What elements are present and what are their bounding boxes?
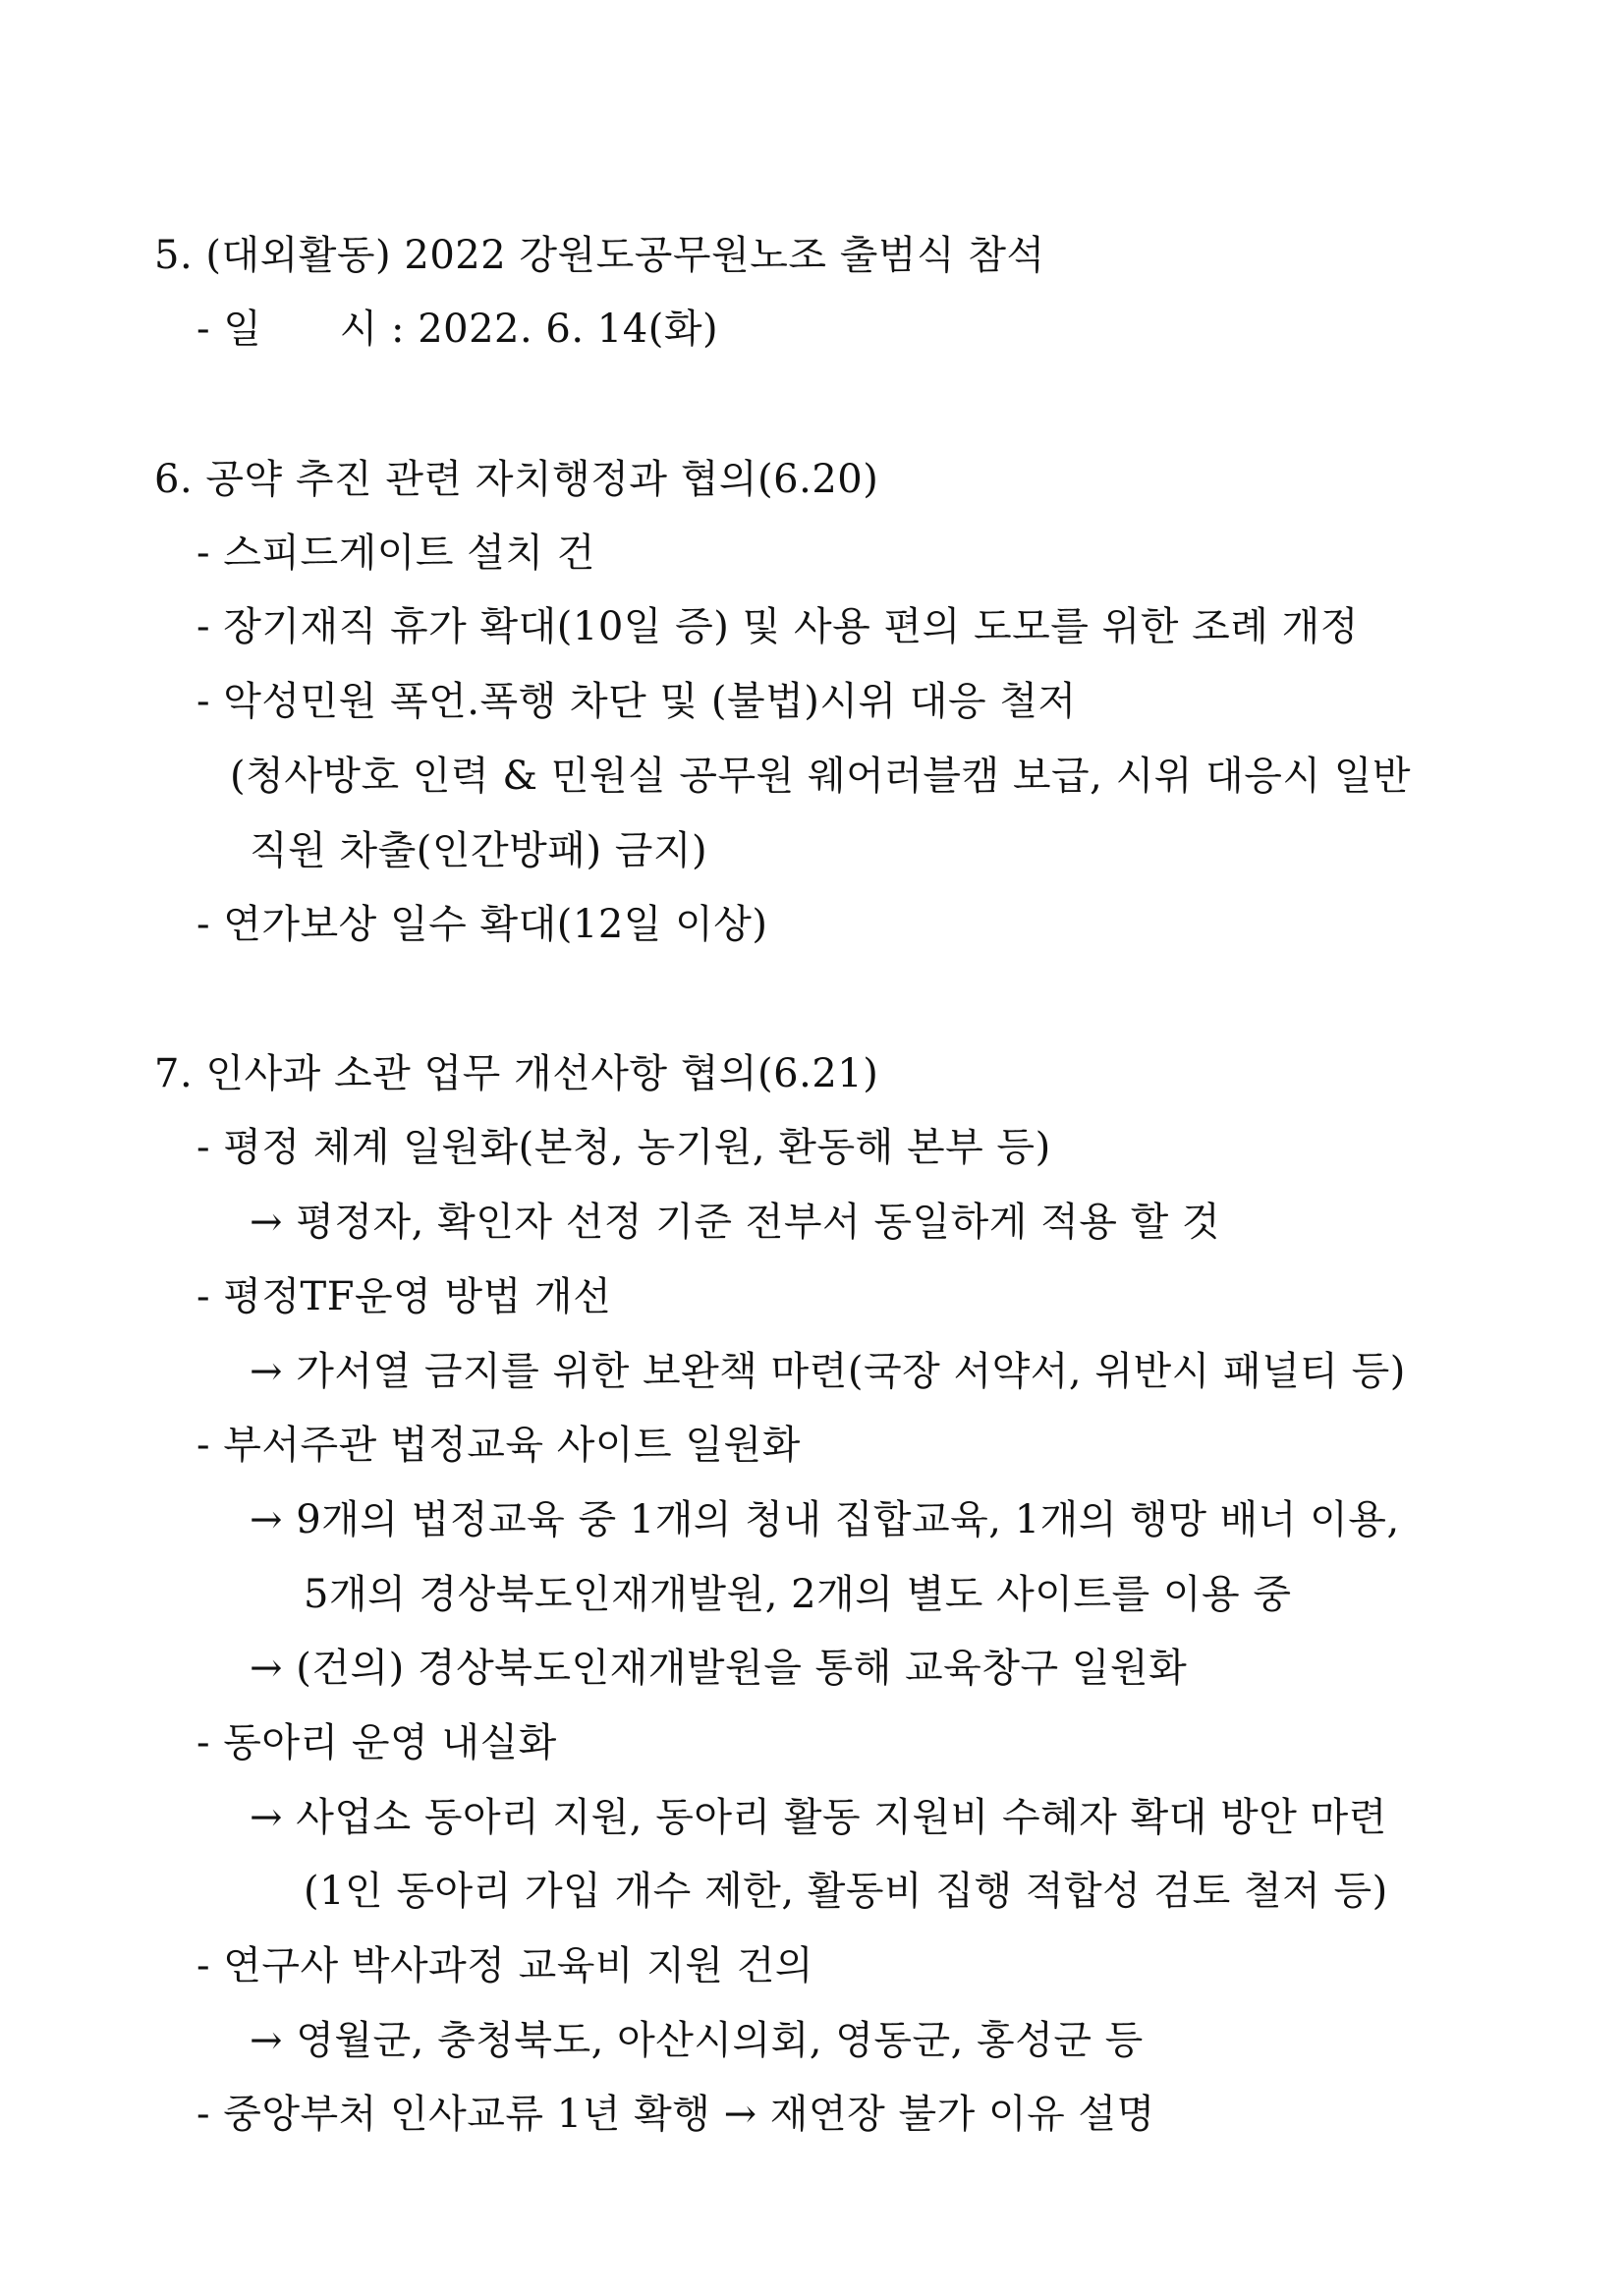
section-7-line-9: - 동아리 운영 내실화 xyxy=(196,1720,557,1765)
section-7-line-12: - 연구사 박사과정 교육비 지원 건의 xyxy=(196,1943,814,1988)
section-6-line-6: - 연가보상 일수 확대(12일 이상) xyxy=(196,902,768,947)
section-7-line-14: - 중앙부처 인사교류 1년 확행 → 재연장 불가 이유 설명 xyxy=(196,2092,1155,2137)
section-5-line-1: - 일 시 : 2022. 6. 14(화) xyxy=(196,307,719,352)
section-7-line-13: → 영월군, 충청북도, 아산시의회, 영동군, 홍성군 등 xyxy=(250,2018,1144,2063)
section-6-line-2: - 장기재직 휴가 확대(10일 증) 및 사용 편의 도모를 위한 조례 개정 xyxy=(196,604,1359,649)
section-6-line-1: - 스피드게이트 설치 건 xyxy=(196,531,595,576)
section-7-line-4: → 가서열 금지를 위한 보완책 마련(국장 서약서, 위반시 패널티 등) xyxy=(250,1349,1406,1394)
section-6-heading: 6. 공약 추진 관련 자치행정과 협의(6.20) xyxy=(154,457,879,502)
section-7-line-5: - 부서주관 법정교육 사이트 일원화 xyxy=(196,1423,801,1468)
section-5-heading: 5. (대외활동) 2022 강원도공무원노조 출범식 참석 xyxy=(154,233,1045,278)
section-7-line-6: → 9개의 법정교육 중 1개의 청내 집합교육, 1개의 행망 배너 이용, xyxy=(250,1497,1400,1542)
section-7-line-10: → 사업소 동아리 지원, 동아리 활동 지원비 수혜자 확대 방안 마련 xyxy=(250,1795,1387,1840)
section-7-line-7: 5개의 경상북도인재개발원, 2개의 별도 사이트를 이용 중 xyxy=(304,1572,1292,1617)
section-7-line-2: → 평정자, 확인자 선정 기준 전부서 동일하게 적용 할 것 xyxy=(250,1200,1221,1245)
section-7-line-8: → (건의) 경상북도인재개발원을 통해 교육창구 일원화 xyxy=(250,1646,1188,1691)
section-6-line-3: - 악성민원 폭언.폭행 차단 및 (불법)시위 대응 철저 xyxy=(196,679,1077,724)
section-6-line-4: (청사방호 인력 & 민원실 공무원 웨어러블캠 보급, 시위 대응시 일반 xyxy=(230,754,1411,799)
section-7-line-11: (1인 동아리 가입 개수 제한, 활동비 집행 적합성 검토 철저 등) xyxy=(304,1869,1388,1914)
section-7-heading: 7. 인사과 소관 업무 개선사항 협의(6.21) xyxy=(154,1051,879,1096)
section-7-line-1: - 평정 체계 일원화(본청, 농기원, 환동해 본부 등) xyxy=(196,1125,1051,1170)
section-6-line-5: 직원 차출(인간방패) 금지) xyxy=(250,828,708,873)
section-7-line-3: - 평정TF운영 방법 개선 xyxy=(196,1274,612,1319)
